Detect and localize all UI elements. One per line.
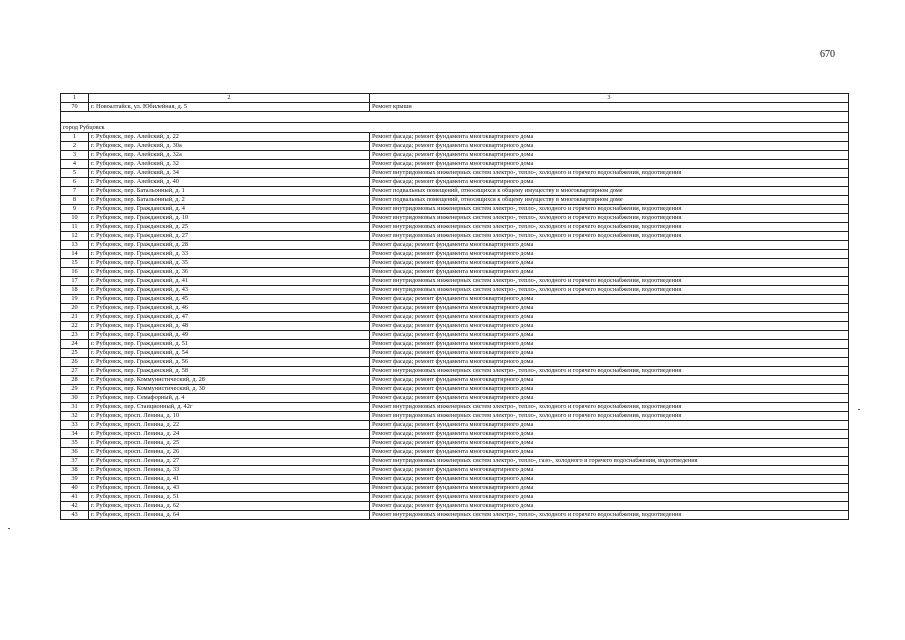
row-work-type: Ремонт внутридомовых инженерных систем электро-, тепло-, холодного и горячего водоснабжения, водоотведения (370, 214, 849, 223)
row-number: 38 (61, 466, 89, 475)
row-work-type: Ремонт фасада; ремонт фундамента многоквартирного дома (370, 241, 849, 250)
row-address: г. Рубцовск, пер. Гражданский, д. 33 (89, 250, 370, 259)
row-work-type: Ремонт фасада; ремонт фундамента многоквартирного дома (370, 259, 849, 268)
table-row (61, 187, 849, 196)
row-work-type: Ремонт фасада; ремонт фундамента многоквартирного дома (370, 484, 849, 493)
table-row (61, 295, 849, 304)
row-work-type: Ремонт внутридомовых инженерных систем электро-, тепло-, холодного и горячего водоснабжения, водоотведения (370, 223, 849, 232)
row-address: г. Рубцовск, пер. Алейский, д. 40 (89, 178, 370, 187)
table-row (61, 196, 849, 205)
row-address: г. Рубцовск, пер. Алейский, д. 32а (89, 151, 370, 160)
row-number: 25 (61, 349, 89, 358)
row-address: г. Рубцовск, пер. Гражданский, д. 4 (89, 205, 370, 214)
row-address: г. Рубцовск, пер. Гражданский, д. 25 (89, 223, 370, 232)
row-work-type: Ремонт фасада; ремонт фундамента многоквартирного дома (370, 178, 849, 187)
row-work-type: Ремонт фасада; ремонт фундамента многоквартирного дома (370, 133, 849, 142)
works-table (60, 93, 849, 520)
row-address: г. Рубцовск, пер. Гражданский, д. 58 (89, 367, 370, 376)
section-row (61, 123, 849, 133)
row-address: г. Рубцовск, пер. Гражданский, д. 27 (89, 232, 370, 241)
table-row (61, 223, 849, 232)
table-row (61, 169, 849, 178)
row-address: г. Рубцовск, просп. Ленина, д. 41 (89, 475, 370, 484)
column-header-2: 2 (89, 94, 370, 103)
row-number: 11 (61, 223, 89, 232)
row-number: 14 (61, 250, 89, 259)
row-number: 7 (61, 187, 89, 196)
table-row (61, 367, 849, 376)
row-address: г. Рубцовск, пер. Алейский, д. 32 (89, 160, 370, 169)
row-number: 43 (61, 511, 89, 520)
table-row (61, 340, 849, 349)
row-address: г. Рубцовск, просп. Ленина, д. 62 (89, 502, 370, 511)
table-row (61, 142, 849, 151)
row-address: г. Рубцовск, просп. Ленина, д. 27 (89, 457, 370, 466)
table-body (61, 94, 849, 520)
row-number: 33 (61, 421, 89, 430)
table-row (61, 403, 849, 412)
table-row (61, 457, 849, 466)
row-work-type: Ремонт фасада; ремонт фундамента многоквартирного дома (370, 304, 849, 313)
table-row (61, 430, 849, 439)
row-work-type: Ремонт фасада; ремонт фундамента многоквартирного дома (370, 349, 849, 358)
table-row (61, 394, 849, 403)
row-work-type: Ремонт фасада; ремонт фундамента многоквартирного дома (370, 322, 849, 331)
row-address: г. Рубцовск, просп. Ленина, д. 10 (89, 412, 370, 421)
row-work-type: Ремонт крыши (370, 103, 849, 112)
row-address: г. Рубцовск, пер. Гражданский, д. 48 (89, 322, 370, 331)
row-number: 22 (61, 322, 89, 331)
row-number: 70 (61, 103, 89, 112)
row-number: 28 (61, 376, 89, 385)
row-address: г. Рубцовск, пер. Батальонный, д. 1 (89, 187, 370, 196)
row-address: г. Рубцовск, пер. Батальонный, д. 2 (89, 196, 370, 205)
row-work-type: Ремонт внутридомовых инженерных систем электро-, тепло-, газо-, холодного и горячего водоснабжения, водоотведения (370, 457, 849, 466)
row-work-type: Ремонт внутридомовых инженерных систем электро-, тепло-, холодного и горячего водоснабжения, водоотведения (370, 277, 849, 286)
row-number: 10 (61, 214, 89, 223)
row-address: г. Рубцовск, пер. Гражданский, д. 36 (89, 268, 370, 277)
row-work-type: Ремонт фасада; ремонт фундамента многоквартирного дома (370, 142, 849, 151)
table-row (61, 493, 849, 502)
row-address: г. Рубцовск, просп. Ленина, д. 43 (89, 484, 370, 493)
table-row (61, 151, 849, 160)
row-number: 12 (61, 232, 89, 241)
row-number: 32 (61, 412, 89, 421)
row-work-type: Ремонт внутридомовых инженерных систем электро-, тепло-, холодного и горячего водоснабжения, водоотведения (370, 232, 849, 241)
table-row (61, 277, 849, 286)
row-number: 19 (61, 295, 89, 304)
row-address: г. Рубцовск, пер. Алейский, д. 22 (89, 133, 370, 142)
row-address: г. Рубцовск, пер. Алейский, д. 30а (89, 142, 370, 151)
row-address: г. Рубцовск, пер. Коммунистический, д. 30 (89, 385, 370, 394)
row-work-type: Ремонт фасада; ремонт фундамента многоквартирного дома (370, 358, 849, 367)
row-number: 1 (61, 133, 89, 142)
row-address: г. Рубцовск, просп. Ленина, д. 51 (89, 493, 370, 502)
table-row (61, 376, 849, 385)
row-address: г. Рубцовск, пер. Гражданский, д. 47 (89, 313, 370, 322)
row-address: г. Рубцовск, пер. Станционный, д. 42г (89, 403, 370, 412)
row-number: 5 (61, 169, 89, 178)
table-row (61, 322, 849, 331)
row-number: 37 (61, 457, 89, 466)
row-number: 26 (61, 358, 89, 367)
table-row (61, 349, 849, 358)
spacer-row (61, 112, 849, 123)
row-work-type: Ремонт фасада; ремонт фундамента многоквартирного дома (370, 295, 849, 304)
row-number: 39 (61, 475, 89, 484)
row-address: г. Рубцовск, пер. Гражданский, д. 41 (89, 277, 370, 286)
row-number: 2 (61, 142, 89, 151)
row-address: г. Рубцовск, просп. Ленина, д. 33 (89, 466, 370, 475)
row-number: 8 (61, 196, 89, 205)
row-work-type: Ремонт фасада; ремонт фундамента многоквартирного дома (370, 385, 849, 394)
row-work-type: Ремонт фасада; ремонт фундамента многоквартирного дома (370, 439, 849, 448)
row-address: г. Рубцовск, пер. Гражданский, д. 28 (89, 241, 370, 250)
row-work-type: Ремонт фасада; ремонт фундамента многоквартирного дома (370, 151, 849, 160)
table-row (61, 412, 849, 421)
table-row (61, 304, 849, 313)
table-row (61, 133, 849, 142)
scan-speck (858, 409, 860, 410)
table-row (61, 421, 849, 430)
row-number: 23 (61, 331, 89, 340)
row-number: 4 (61, 160, 89, 169)
row-work-type: Ремонт фасада; ремонт фундамента многоквартирного дома (370, 250, 849, 259)
table-row (61, 160, 849, 169)
scan-speck (8, 528, 10, 529)
row-work-type: Ремонт фасада; ремонт фундамента многоквартирного дома (370, 331, 849, 340)
row-number: 6 (61, 178, 89, 187)
row-number: 42 (61, 502, 89, 511)
row-work-type: Ремонт фасада; ремонт фундамента многоквартирного дома (370, 376, 849, 385)
table-row (61, 259, 849, 268)
row-number: 24 (61, 340, 89, 349)
row-address: г. Рубцовск, пер. Гражданский, д. 10 (89, 214, 370, 223)
row-address: г. Рубцовск, пер. Гражданский, д. 49 (89, 331, 370, 340)
row-address: г. Рубцовск, пер. Гражданский, д. 56 (89, 358, 370, 367)
row-address: г. Рубцовск, пер. Семафорный, д. 4 (89, 394, 370, 403)
row-address: г. Рубцовск, просп. Ленина, д. 25 (89, 439, 370, 448)
row-work-type: Ремонт внутридомовых инженерных систем электро-, тепло-, холодного и горячего водоснабжения, водоотведения (370, 511, 849, 520)
row-address: г. Рубцовск, просп. Ленина, д. 22 (89, 421, 370, 430)
row-address: г. Рубцовск, просп. Ленина, д. 26 (89, 448, 370, 457)
row-number: 18 (61, 286, 89, 295)
row-number: 13 (61, 241, 89, 250)
row-work-type: Ремонт фасада; ремонт фундамента многоквартирного дома (370, 430, 849, 439)
table-row (61, 268, 849, 277)
row-work-type: Ремонт фасада; ремонт фундамента многоквартирного дома (370, 340, 849, 349)
table-row (61, 439, 849, 448)
row-address: г. Рубцовск, пер. Гражданский, д. 35 (89, 259, 370, 268)
row-number: 16 (61, 268, 89, 277)
row-address: г. Рубцовск, просп. Ленина, д. 24 (89, 430, 370, 439)
row-number: 34 (61, 430, 89, 439)
row-work-type: Ремонт фасада; ремонт фундамента многоквартирного дома (370, 493, 849, 502)
row-work-type: Ремонт фасада; ремонт фундамента многоквартирного дома (370, 160, 849, 169)
row-number: 21 (61, 313, 89, 322)
table-header-row (61, 94, 849, 103)
row-work-type: Ремонт фасада; ремонт фундамента многоквартирного дома (370, 394, 849, 403)
row-work-type: Ремонт фасада; ремонт фундамента многоквартирного дома (370, 421, 849, 430)
table-row (61, 313, 849, 322)
row-number: 29 (61, 385, 89, 394)
table-row (61, 232, 849, 241)
table-row (61, 241, 849, 250)
row-address: г. Новоалтайск, ул. Юбилейная, д. 5 (89, 103, 370, 112)
table-row (61, 511, 849, 520)
table-row (61, 205, 849, 214)
column-header-1: 1 (61, 94, 89, 103)
row-work-type: Ремонт внутридомовых инженерных систем электро-, тепло-, холодного и горячего водоснабжения, водоотведения (370, 412, 849, 421)
row-work-type: Ремонт фасада; ремонт фундамента многоквартирного дома (370, 268, 849, 277)
section-title: город Рубцовск (61, 123, 849, 133)
row-work-type: Ремонт внутридомовых инженерных систем электро-, тепло-, холодного и горячего водоснабжения, водоотведения (370, 205, 849, 214)
row-work-type: Ремонт фасада; ремонт фундамента многоквартирного дома (370, 466, 849, 475)
row-address: г. Рубцовск, пер. Гражданский, д. 45 (89, 295, 370, 304)
row-address: г. Рубцовск, пер. Коммунистический, д. 28 (89, 376, 370, 385)
column-header-3: 3 (370, 94, 849, 103)
row-number: 27 (61, 367, 89, 376)
table-row (61, 484, 849, 493)
row-number: 20 (61, 304, 89, 313)
row-work-type: Ремонт внутридомовых инженерных систем электро-, тепло-, холодного и горячего водоснабжения, водоотведения (370, 169, 849, 178)
row-work-type: Ремонт подвальных помещений, относящихся к общему имуществу в многоквартирном доме (370, 196, 849, 205)
row-work-type: Ремонт фасада; ремонт фундамента многоквартирного дома (370, 448, 849, 457)
table-row (61, 358, 849, 367)
row-number: 36 (61, 448, 89, 457)
row-work-type: Ремонт фасада; ремонт фундамента многоквартирного дома (370, 475, 849, 484)
row-address: г. Рубцовск, пер. Алейский, д. 34 (89, 169, 370, 178)
row-address: г. Рубцовск, пер. Гражданский, д. 54 (89, 349, 370, 358)
row-address: г. Рубцовск, пер. Гражданский, д. 43 (89, 286, 370, 295)
row-number: 17 (61, 277, 89, 286)
row-number: 35 (61, 439, 89, 448)
table-row (61, 475, 849, 484)
row-work-type: Ремонт фасада; ремонт фундамента многоквартирного дома (370, 313, 849, 322)
row-work-type: Ремонт фасада; ремонт фундамента многоквартирного дома (370, 502, 849, 511)
table-row (61, 331, 849, 340)
row-work-type: Ремонт внутридомовых инженерных систем электро-, тепло-, холодного и горячего водоснабжения, водоотведения (370, 367, 849, 376)
table-row (61, 103, 849, 112)
row-number: 3 (61, 151, 89, 160)
table-row (61, 214, 849, 223)
row-number: 40 (61, 484, 89, 493)
table-row (61, 448, 849, 457)
row-address: г. Рубцовск, пер. Гражданский, д. 51 (89, 340, 370, 349)
row-number: 30 (61, 394, 89, 403)
table-row (61, 178, 849, 187)
table-row (61, 502, 849, 511)
table-row (61, 466, 849, 475)
row-number: 41 (61, 493, 89, 502)
page-number: 670 (820, 49, 835, 60)
row-work-type: Ремонт подвальных помещений, относящихся к общему имуществу в многоквартирном доме (370, 187, 849, 196)
row-number: 9 (61, 205, 89, 214)
row-address: г. Рубцовск, просп. Ленина, д. 64 (89, 511, 370, 520)
row-address: г. Рубцовск, пер. Гражданский, д. 46 (89, 304, 370, 313)
row-work-type: Ремонт внутридомовых инженерных систем электро-, тепло-, холодного и горячего водоснабжения, водоотведения (370, 286, 849, 295)
row-work-type: Ремонт внутридомовых инженерных систем электро-, тепло-, холодного и горячего водоснабжения, водоотведения (370, 403, 849, 412)
table-row (61, 250, 849, 259)
table-row (61, 286, 849, 295)
row-number: 31 (61, 403, 89, 412)
row-number: 15 (61, 259, 89, 268)
table-row (61, 385, 849, 394)
spacer-cell (61, 112, 849, 123)
